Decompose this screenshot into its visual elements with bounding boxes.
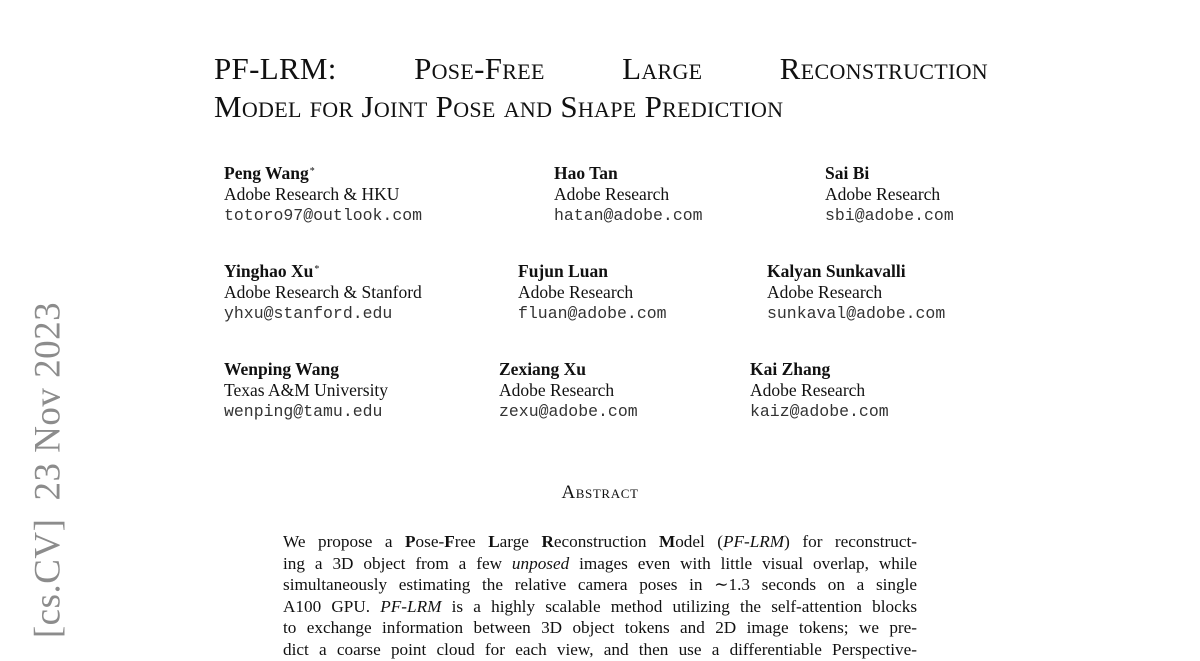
equal-contribution-mark: *	[309, 166, 315, 177]
author-name: Wenping Wang	[224, 359, 339, 379]
title-word: Reconstruction	[779, 51, 988, 86]
author-name: Kalyan Sunkavalli	[767, 261, 906, 281]
title-word: PF-LRM:	[214, 51, 337, 86]
abstract-body	[283, 531, 917, 661]
equal-contribution-mark: *	[314, 264, 320, 275]
author-name: Sai Bi	[825, 163, 870, 183]
abstract-line: to exchange information between 3D object tokens and 2D image tokens; we pre-	[283, 618, 917, 638]
author-email[interactable]: totoro97@outlook.com	[224, 206, 423, 225]
title-word: Pose-Free	[414, 51, 545, 86]
author-name: Peng Wang	[224, 163, 309, 183]
author-affiliation: Adobe Research	[825, 184, 941, 204]
author-email[interactable]: hatan@adobe.com	[554, 206, 703, 225]
arxiv-category: [cs.CV]	[27, 518, 69, 639]
author-name: Zexiang Xu	[499, 359, 587, 379]
author-email[interactable]: sbi@adobe.com	[825, 206, 954, 225]
title-line-2: Model for Joint Pose and Shape Prediction	[214, 89, 784, 124]
author-block	[499, 359, 638, 422]
author-email[interactable]: wenping@tamu.edu	[224, 402, 383, 421]
abstract-line: ing a 3D object from a few unposed images even with little visual overlap, while	[283, 553, 917, 573]
author-affiliation: Adobe Research & HKU	[224, 184, 400, 204]
author-email[interactable]: sunkaval@adobe.com	[767, 304, 946, 323]
abstract-line: A100 GPU. PF-LRM is a highly scalable method utilizing the self-attention blocks	[283, 596, 917, 616]
author-email[interactable]: fluan@adobe.com	[518, 304, 667, 323]
author-email[interactable]: yhxu@stanford.edu	[224, 304, 393, 323]
author-email[interactable]: zexu@adobe.com	[499, 402, 638, 421]
author-affiliation: Adobe Research	[554, 184, 670, 204]
author-block	[224, 359, 388, 422]
author-affiliation: Adobe Research	[518, 282, 634, 302]
author-block	[518, 261, 667, 324]
paper-title	[214, 50, 1004, 126]
author-email[interactable]: kaiz@adobe.com	[750, 402, 889, 421]
arxiv-sidebar-stamp	[27, 302, 70, 638]
abstract-line: dict a coarse point cloud for each view, and then use a differentiable Perspective-	[283, 639, 917, 659]
author-affiliation: Adobe Research	[499, 380, 615, 400]
author-block	[554, 163, 703, 226]
author-affiliation: Adobe Research	[767, 282, 883, 302]
author-block	[767, 261, 945, 324]
author-block	[825, 163, 954, 226]
title-word: Large	[622, 51, 703, 86]
abstract-line: We propose a Pose-Free Large Reconstruction Model (PF-LRM) for reconstruct-	[283, 532, 917, 551]
author-name: Fujun Luan	[518, 261, 608, 281]
author-block	[224, 261, 422, 324]
author-affiliation: Texas A&M University	[224, 380, 389, 400]
author-name: Yinghao Xu	[224, 261, 314, 281]
author-name: Hao Tan	[554, 163, 618, 183]
author-block	[750, 359, 889, 422]
abstract-heading: Abstract	[561, 482, 639, 503]
title-line-1	[214, 50, 988, 88]
author-affiliation: Adobe Research	[750, 380, 866, 400]
arxiv-date: 23 Nov 2023	[27, 301, 69, 501]
abstract-line: simultaneously estimating the relative camera poses in ∼1.3 seconds on a single	[283, 575, 917, 595]
author-name: Kai Zhang	[750, 359, 831, 379]
author-affiliation: Adobe Research & Stanford	[224, 282, 422, 302]
author-block	[224, 163, 422, 226]
